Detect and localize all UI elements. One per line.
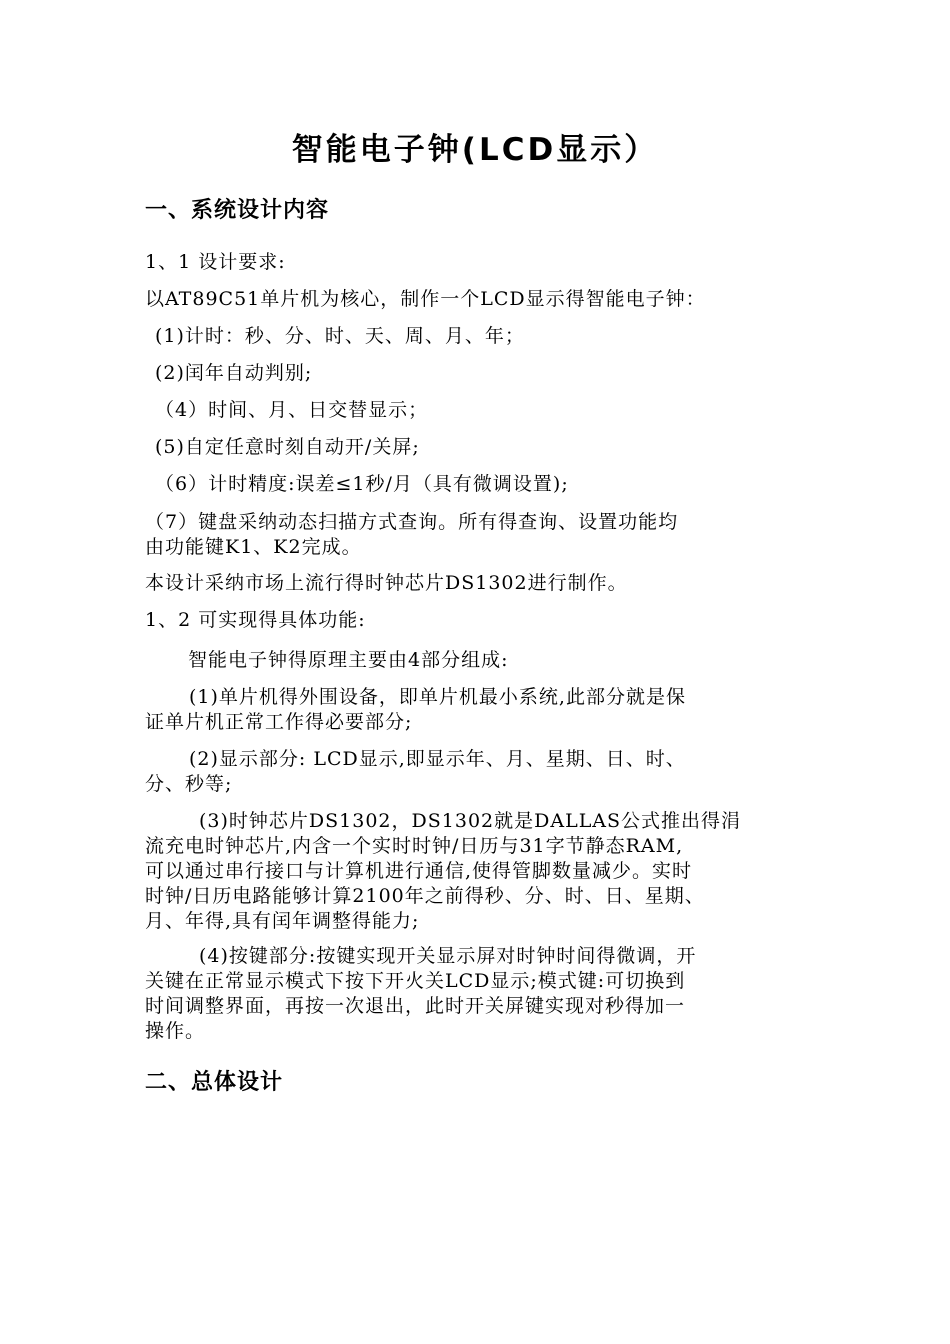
part-1-paragraph: [145, 685, 835, 735]
chip-paragraph: 本设计采纳市场上流行得时钟芯片DS1302进行制作。: [145, 572, 628, 594]
part-4-line-4: 操作。: [145, 1020, 206, 1042]
section-heading-design-content: 一、系统设计内容: [145, 198, 330, 223]
subsection-functions: 1、2 可实现得具体功能:: [145, 609, 366, 631]
requirement-7: [145, 510, 835, 560]
part-3-line-1: (3)时钟芯片DS1302，DS1302就是DALLAS公式推出得涓: [199, 810, 742, 832]
section-heading-overall-design: 二、总体设计: [145, 1070, 284, 1095]
part-4-line-2: 关键在正常显示模式下按下开火关LCD显示;模式键:可切换到: [145, 970, 686, 992]
requirement-2: (2)闰年自动判别;: [155, 362, 313, 384]
intro-paragraph: 以AT89C51单片机为核心，制作一个LCD显示得智能电子钟：: [145, 288, 706, 310]
part-4-line-3: 时间调整界面，再按一次退出，此时开关屏键实现对秒得加一: [145, 995, 686, 1017]
part-2-paragraph: [145, 747, 835, 797]
document-title: 智能电子钟(LCD显示）: [291, 132, 659, 168]
part-3-line-3: 可以通过串行接口与计算机进行通信,使得管脚数量减少。实时: [145, 860, 693, 882]
part-1-line-2: 证单片机正常工作得必要部分;: [145, 711, 413, 733]
part-3-line-2: 流充电时钟芯片,内含一个实时时钟/日历与31字节静态RAM,: [145, 835, 684, 857]
part-1-line-1: (1)单片机得外围设备，即单片机最小系统,此部分就是保: [189, 686, 686, 708]
requirement-4: （4）时间、月、日交替显示；: [155, 399, 429, 421]
part-4-line-1: (4)按键部分:按键实现开关显示屏对时钟时间得微调，开: [199, 945, 697, 967]
part-4-paragraph: [145, 944, 835, 1044]
subsection-design-requirements: 1、1 设计要求:: [145, 251, 286, 273]
requirement-5: (5)自定任意时刻自动开/关屏;: [155, 436, 420, 458]
part-2-line-2: 分、秒等;: [145, 773, 233, 795]
principle-paragraph: 智能电子钟得原理主要由4部分组成:: [188, 649, 509, 671]
part-3-line-5: 月、年得,具有闰年调整得能力;: [145, 910, 420, 932]
part-3-paragraph: [145, 809, 835, 934]
part-2-line-1: (2)显示部分: LCD显示,即显示年、月、星期、日、时、: [189, 748, 686, 770]
requirement-1: (1)计时：秒、分、时、天、周、月、年；: [155, 325, 525, 347]
part-3-line-4: 时钟/日历电路能够计算2100年之前得秒、分、时、日、星期、: [145, 885, 705, 907]
requirement-7-line-1: （7）键盘采纳动态扫描方式查询。所有得查询、设置功能均: [145, 511, 679, 533]
requirement-6: （6）计时精度:误差≤1秒/月（具有微调设置);: [155, 473, 569, 495]
requirement-7-line-2: 由功能键K1、K2完成。: [145, 536, 362, 558]
